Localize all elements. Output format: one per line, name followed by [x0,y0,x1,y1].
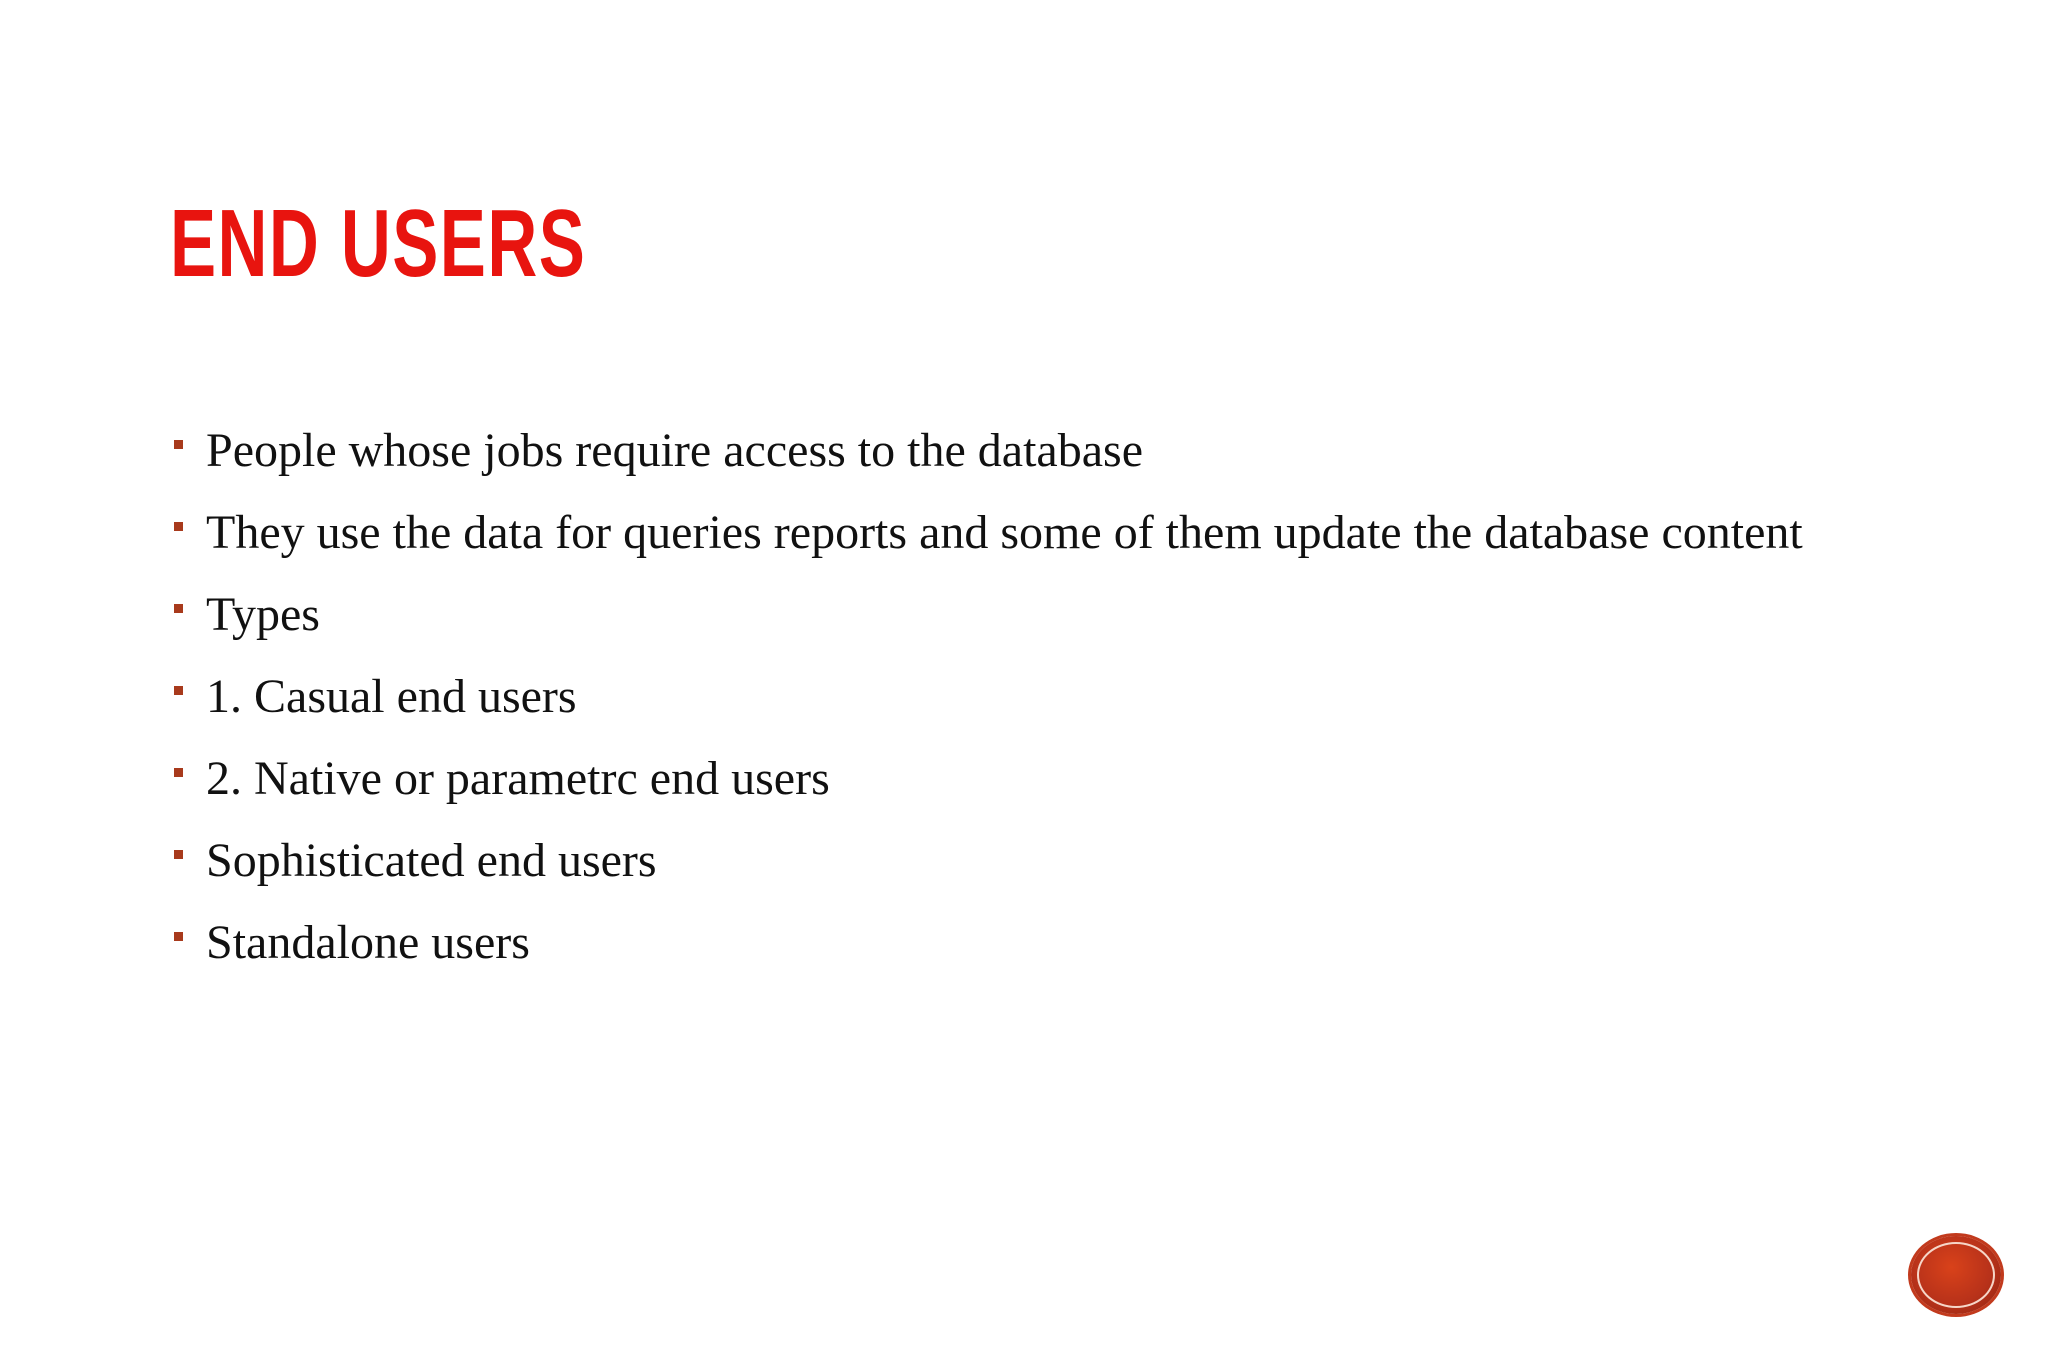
list-item [170,424,1890,478]
square-bullet-icon [174,850,183,859]
bullet-text: Types [206,588,320,641]
list-item [170,752,1890,806]
square-bullet-icon [174,440,183,449]
orb-ring [1917,1242,1995,1308]
orb-icon [1911,1236,2001,1314]
square-bullet-icon [174,932,183,941]
bullet-text: Sophisticated end users [206,834,657,887]
bullet-text: They use the data for queries reports and some of them update the database content [206,506,1803,559]
square-bullet-icon [174,604,183,613]
bullet-text: People whose jobs require access to the database [206,424,1144,477]
square-bullet-icon [174,522,183,531]
list-item [170,588,1890,642]
square-bullet-icon [174,768,183,777]
bullet-text: 1. Casual end users [206,670,577,723]
list-item [170,670,1890,724]
bullet-list [170,424,1890,998]
list-item [170,834,1890,888]
list-item [170,916,1890,970]
list-item [170,506,1890,560]
bullet-text: 2. Native or parametrc end users [206,752,830,805]
square-bullet-icon [174,686,183,695]
slide-title: END USERS [170,190,587,297]
bullet-text: Standalone users [206,916,530,969]
